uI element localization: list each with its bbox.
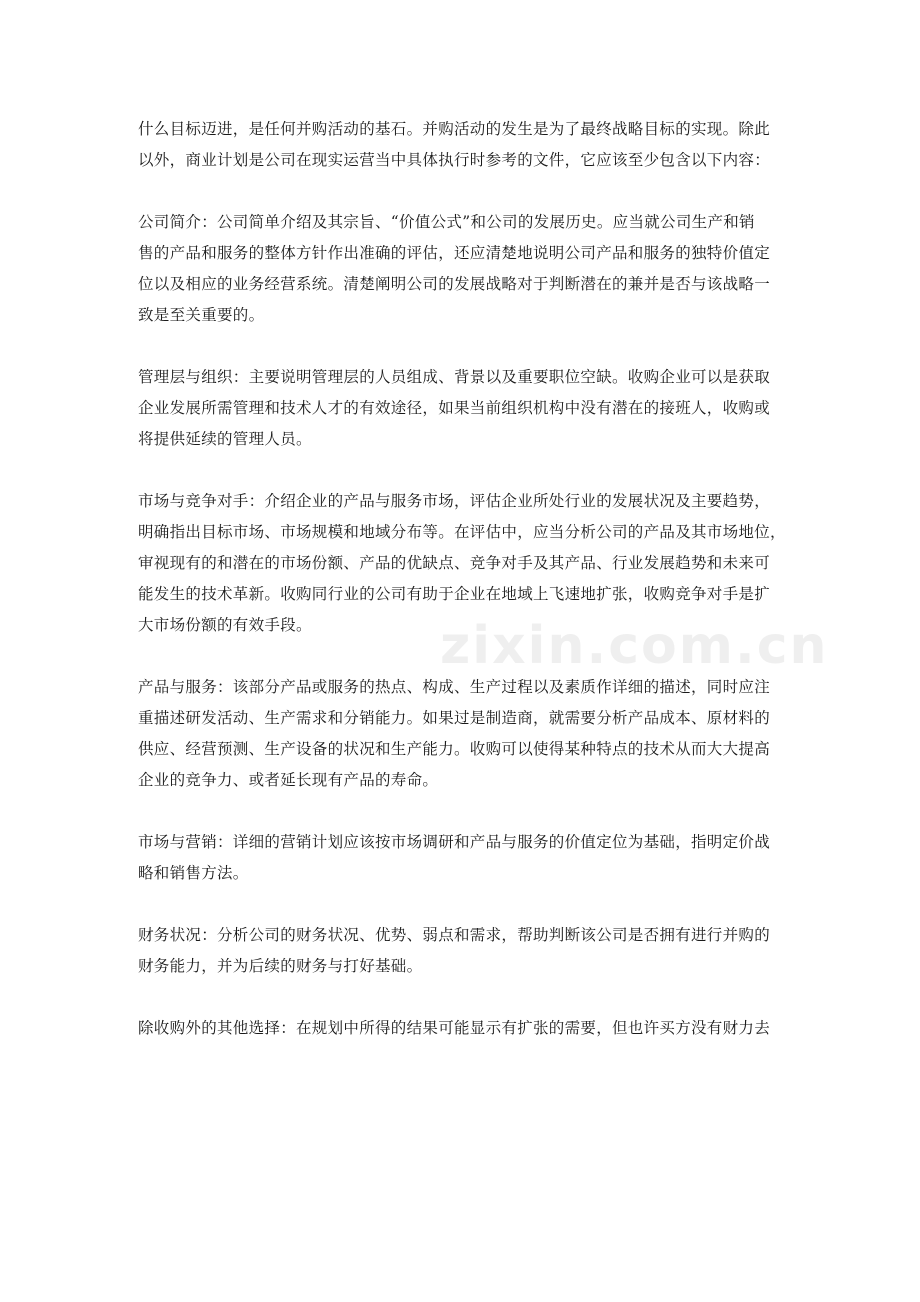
paragraph-company-profile (138, 207, 788, 331)
paragraph-financials (138, 920, 788, 982)
paragraph-gap (138, 889, 788, 920)
text-line: 位以及相应的业务经营系统。清楚阐明公司的发展战略对于判断潜在的兼并是否与该战略一 (138, 275, 771, 293)
text-line: 明确指出目标市场、市场规模和地域分布等。在评估中，应当分析公司的产品及其市场地位， (138, 523, 786, 541)
text-line: 产品与服务：该部分产品或服务的热点、构成、生产过程以及素质作详细的描述，同时应注 (138, 678, 771, 696)
paragraph-products-services (138, 672, 788, 796)
paragraph-gap (138, 331, 788, 362)
text-line: 能发生的技术革新。收购同行业的公司有助于企业在地域上飞速地扩张，收购竞争对手是扩 (138, 585, 771, 603)
text-line: 企业的竞争力、或者延长现有产品的寿命。 (138, 771, 439, 789)
text-line: 企业发展所需管理和技术人才的有效途径，如果当前组织机构中没有潜在的接班人，收购或 (138, 399, 771, 417)
text-line: 重描述研发活动、生产需求和分销能力。如果过是制造商，就需要分析产品成本、原材料的 (138, 709, 771, 727)
text-line: 什么目标迈进，是任何并购活动的基石。并购活动的发生是为了最终战略目标的实现。除此 (138, 120, 771, 138)
text-line: 除收购外的其他选择：在规划中所得的结果可能显示有扩张的需要，但也许买方没有财力去 (138, 1019, 771, 1037)
text-line: 审视现有的和潜在的市场份额、产品的优缺点、竞争对手及其产品、行业发展趋势和未来可 (138, 554, 771, 572)
paragraph-gap (138, 455, 788, 486)
text-line: 财务状况：分析公司的财务状况、优势、弱点和需求，帮助判断该公司是否拥有进行并购的 (138, 926, 771, 944)
paragraph-management (138, 362, 788, 455)
text-line: 售的产品和服务的整体方针作出准确的评估，还应清楚地说明公司产品和服务的独特价值定 (138, 244, 771, 262)
text-line: 大市场份额的有效手段。 (138, 616, 312, 634)
text-line: 市场与竞争对手：介绍企业的产品与服务市场，评估企业所处行业的发展状况及主要趋势， (138, 492, 771, 510)
paragraph-alternatives (138, 1013, 788, 1044)
paragraph-market-competition (138, 486, 788, 641)
text-line: 财务能力，并为后续的财务与打好基础。 (138, 957, 423, 975)
text-line: 管理层与组织：主要说明管理层的人员组成、背景以及重要职位空缺。收购企业可以是获取 (138, 368, 771, 386)
paragraph-marketing (138, 827, 788, 889)
paragraph-gap (138, 796, 788, 827)
document-body (138, 114, 788, 1044)
text-line: 公司简介：公司简单介绍及其宗旨、“价值公式”和公司的发展历史。应当就公司生产和销 (138, 213, 755, 231)
paragraph-gap (138, 176, 788, 207)
paragraph-gap (138, 982, 788, 1013)
text-line: 略和销售方法。 (138, 864, 249, 882)
paragraph-gap (138, 641, 788, 672)
paragraph-intro (138, 114, 788, 176)
text-line: 致是至关重要的。 (138, 306, 265, 324)
text-line: 市场与营销：详细的营销计划应该按市场调研和产品与服务的价值定位为基础，指明定价战 (138, 833, 771, 851)
watermark-logo: zixin.com.cn (440, 616, 829, 676)
text-line: 以外，商业计划是公司在现实运营当中具体执行时参考的文件，它应该至少包含以下内容： (138, 151, 771, 169)
text-line: 将提供延续的管理人员。 (138, 430, 312, 448)
text-line: 供应、经营预测、生产设备的状况和生产能力。收购可以使得某种特点的技术从而大大提高 (138, 740, 771, 758)
